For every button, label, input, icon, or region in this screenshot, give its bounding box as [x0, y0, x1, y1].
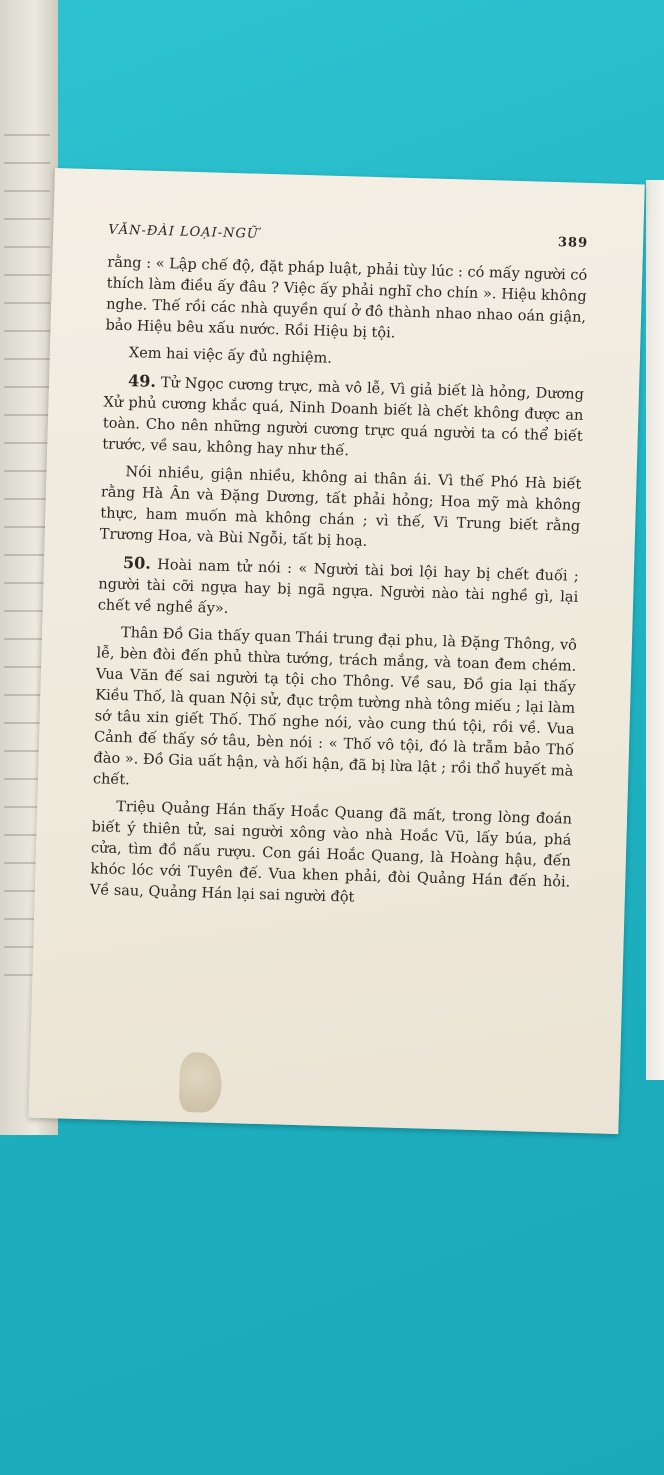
paragraph-6: Triệu Quảng Hán thấy Hoắc Quang đã mất, trong lòng đoán biết ý thiên tử, sai người xông vào nhà Hoắc Vũ, lấy búa, phá cửa, tìm đồ nấu rượu. Con gái Hoắc Quang, là Hoàng hậu, đến khóc lóc với Tuyên đế. Vua khen phải, đòi Quảng Hán đến hỏi. Về sau, Quảng Hán lại sai người đột	[89, 798, 573, 906]
paragraph-4: 50. Hoài nam tử nói : « Người tài bơi lội hay bị chết đuối ; người tài cỡi ngựa hay bị ngã ngựa. Người nào tài nghề gì, lại chết về nghề ấy».	[97, 553, 580, 618]
running-title: VĂN-ĐÀI LOẠI-NGỮ	[108, 222, 260, 242]
section-number: 50.	[122, 553, 152, 573]
paragraph-0: rằng : « Lập chế độ, đặt pháp luật, phải tùy lúc : có mấy người có thích làm điều ấy đâu ? Việc ấy phải nghĩ cho chín ». Hiệu không nghe. Thế rồi các nhà quyền quí ở đô thành nhao nhao oán giận, bảo Hiệu bêu xấu nước. Rồi Hiệu bị tội.	[105, 254, 588, 342]
section-number: 49.	[127, 371, 157, 391]
paragraph-3: Nói nhiều, giận nhiều, không ai thân ái. Vì thế Phó Hà biết rằng Hà Ân và Đặng Dương, tất phải hỏng; Hoa mỹ mà không thực, ham muốn mà không chán ; vì thế, Vi Trung biết rằng Trương Hoa, và Bùi Ngỗi, tất bị hoạ.	[99, 464, 582, 550]
paragraph-5: Thân Đồ Gia thấy quan Thái trung đại phu, là Đặng Thông, vô lễ, bèn đòi đến phủ thừa tướng, trách mắng, và toan đem chém. Vua Văn đế sai người tạ tội cho Thông. Về sau, Đồ gia lại thấy Kiều Thố, là quan Nội sử, đục trộm tường nhà tông miếu ; lại làm sớ tâu xin giết Thố. Thố nghe nói, vào cung thú tội, rồi về. Vua Cảnh đế thấy sớ tâu, bèn nói : « Thố vô tội, đó là trẫm bảo Thố đào ». Đồ Gia uất hận, và hối hận, đã bị lừa lật ; rồi thổ huyết mà chết.	[92, 625, 578, 789]
page-content	[89, 220, 588, 921]
paragraph-1: Xem hai việc ấy đủ nghiệm.	[128, 345, 333, 367]
paragraph-2: 49. Tử Ngọc cương trực, mà vô lễ, Vì giả biết là hỏng, Dương Xử phủ cương khắc quá, Ninh Doanh biết là chết không được an toàn. Cho nên những người cương trực quá người ta có thể biết trước, về sau, không hay như thế.	[102, 371, 585, 460]
book-page	[28, 168, 644, 1134]
page-header	[108, 220, 588, 254]
paper-damage	[179, 1052, 223, 1113]
page-number: 389	[557, 235, 589, 251]
right-page-edge	[646, 180, 664, 1080]
